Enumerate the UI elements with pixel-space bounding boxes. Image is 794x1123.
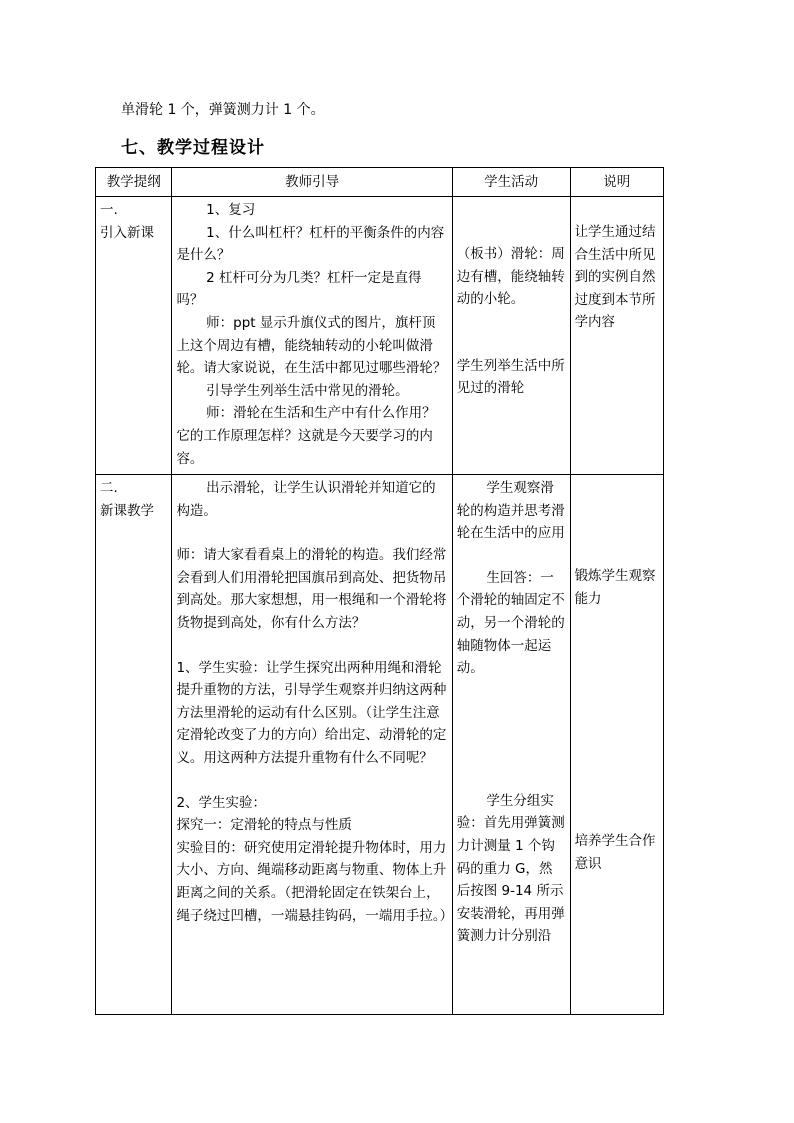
table-header-row bbox=[96, 168, 664, 197]
teacher-text: 1、学生实验：让学生探究出两种用绳和滑轮提升重物的方法，引导学生观察并归纳这两种方法里滑轮的运动有什么区别。（让学生注意定滑轮改变了力的方向）给出定、动滑轮的定义。用这两种方法提升重物有什么不同呢？ bbox=[176, 659, 447, 766]
section-heading: 七、教学过程设计 bbox=[121, 138, 265, 158]
teacher-text: 引导学生列举生活中常见的滑轮。 bbox=[206, 382, 409, 399]
teaching-process-table bbox=[95, 167, 664, 1015]
header-outline: 教学提纲 bbox=[96, 168, 172, 197]
teacher-text: 师：请大家看看桌上的滑轮的构造。我们经常会看到人们用滑轮把国旗吊到高处、把货物吊到高处。那大家想想，用一根绳和一个滑轮将货物提到高处，你有什么方法？ bbox=[176, 547, 447, 631]
table-row bbox=[96, 475, 664, 1015]
outline-cell bbox=[96, 197, 172, 475]
student-cell bbox=[452, 197, 570, 475]
teacher-text: 师：ppt 显示升旗仪式的图片，旗杆顶上这个周边有槽，能绕轴转动的小轮叫做滑轮。请大家说说，在生活中都见过哪些滑轮？ bbox=[176, 314, 447, 377]
outline-number: 二. bbox=[100, 480, 118, 496]
table-row bbox=[96, 197, 664, 475]
outline-title: 新课教学 bbox=[100, 502, 154, 519]
outline-number: 一. bbox=[100, 202, 118, 218]
intro-line: 单滑轮 1 个，弹簧测力计 1 个。 bbox=[121, 102, 325, 118]
teacher-text: 出示滑轮，让学生认识滑轮并知道它的构造。 bbox=[176, 480, 436, 519]
header-teacher: 教师引导 bbox=[172, 168, 452, 197]
note-cell bbox=[570, 475, 663, 1015]
student-text: 学生分组实验：首先用弹簧测力计测量 1 个钩码的重力 G，然后按图 9-14 所示安装滑轮，再用弹簧测力计分别沿 bbox=[456, 792, 565, 945]
header-note: 说明 bbox=[570, 168, 663, 197]
teacher-text: 2 杠杆可分为几类？杠杆一定是直得吗？ bbox=[176, 269, 422, 309]
outline-cell bbox=[96, 475, 172, 1015]
teacher-cell bbox=[172, 197, 452, 475]
outline-title: 引入新课 bbox=[100, 224, 154, 241]
teacher-text: 师：滑轮在生活和生产中有什么作用？它的工作原理怎样？这就是今天要学习的内容。 bbox=[176, 405, 436, 467]
student-text: 学生观察滑轮的构造并思考滑轮在生活中的应用 bbox=[456, 480, 565, 542]
teacher-text: 2、学生实验： bbox=[176, 794, 267, 811]
teacher-cell bbox=[172, 475, 452, 1015]
note-cell bbox=[570, 197, 663, 475]
teacher-text: 1、什么叫杠杆？杠杆的平衡条件的内容是什么？ bbox=[176, 224, 445, 264]
teacher-text: 实验目的：研究使用定滑轮提升物体时，用力大小、方向、绳端移动距离与物重、物体上升距离之间的关系。（把滑轮固定在铁架台上，绳子绕过凹槽，一端悬挂钩码，一端用手拉。） bbox=[176, 839, 454, 924]
note-text: 锻炼学生观察能力 bbox=[574, 568, 656, 607]
note-text: 培养学生合作意识 bbox=[574, 833, 656, 872]
student-text: （板书）滑轮：周边有槽，能绕轴转动的小轮。 bbox=[456, 246, 565, 308]
student-text: 学生列举生活中所见过的滑轮 bbox=[456, 357, 565, 397]
student-cell bbox=[452, 475, 570, 1015]
teacher-text: 探究一：定滑轮的特点与性质 bbox=[176, 817, 352, 834]
header-student: 学生活动 bbox=[452, 168, 570, 197]
note-text: 让学生通过结合生活中所见到的实例自然过度到本节所学内容 bbox=[574, 224, 656, 331]
teacher-text: 1、复习 bbox=[206, 202, 256, 218]
student-text: 生回答：一个滑轮的轴固定不动，另一个滑轮的轴随物体一起运动。 bbox=[456, 569, 565, 677]
